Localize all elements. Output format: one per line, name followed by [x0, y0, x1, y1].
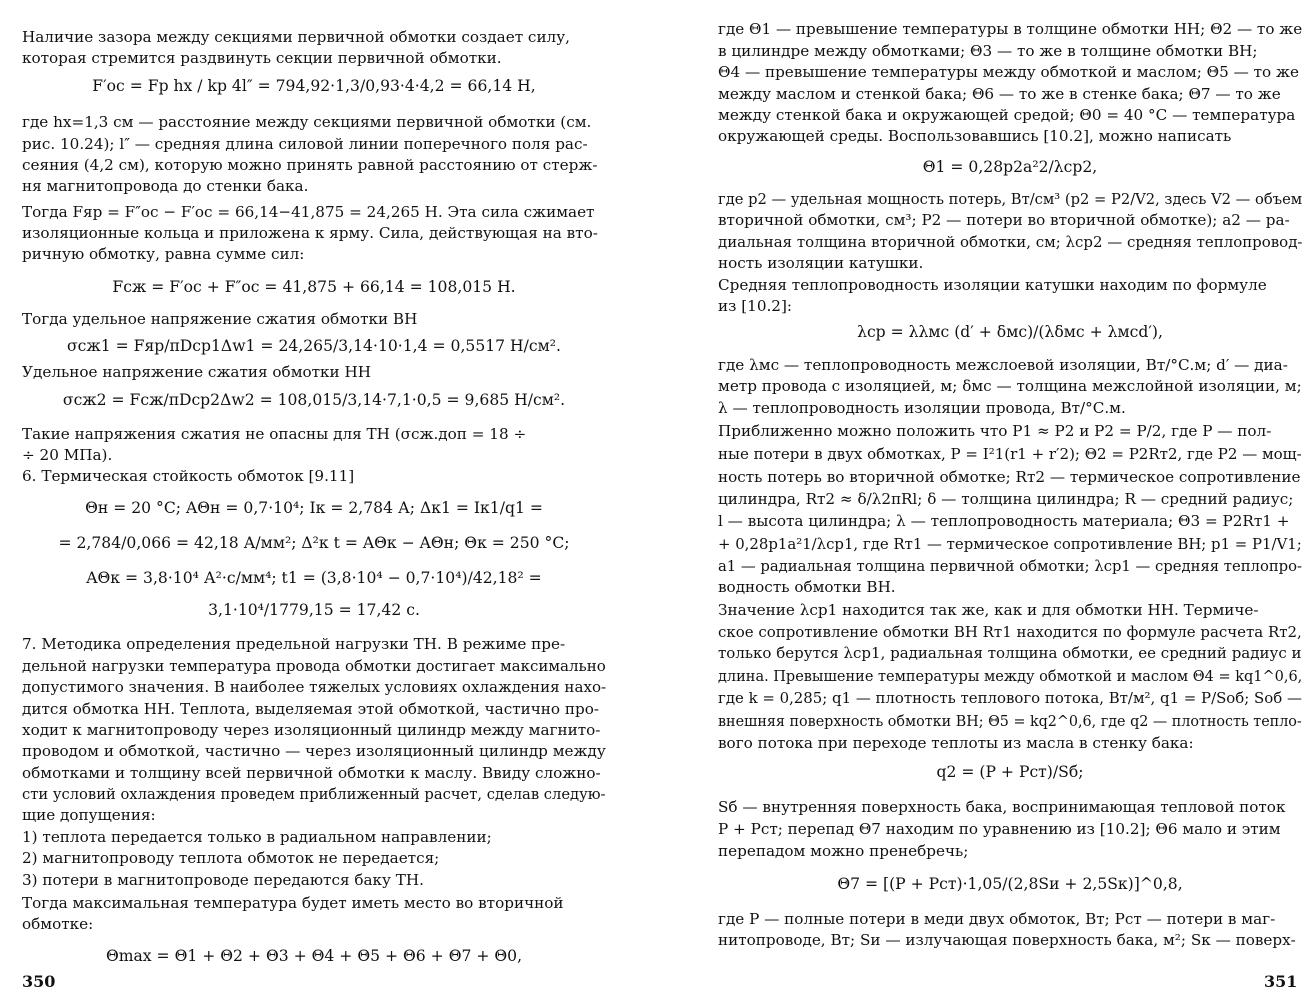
text-line: Такие напряжения сжатия не опасны для ТН (σсж.доп = 18 ÷ [22, 425, 527, 443]
text-line: 2) магнитопроводу теплота обмоток не передается; [22, 849, 440, 867]
formula-line: AΘк = 3,8·10⁴ А²·с/мм⁴; t1 = (3,8·10⁴ − 0,7·10⁴)/42,18² = [86, 569, 542, 587]
formula-line: q2 = (P + Pст)/Sб; [936, 763, 1084, 781]
text-line: обмотке: [22, 915, 94, 933]
page-number-right: 351 [1264, 972, 1298, 991]
text-line: цилиндра, Rт2 ≈ δ/λ2πRl; δ — толщина цилиндра; R — средний радиус; [718, 490, 1294, 508]
formula-line: = 2,784/0,066 = 42,18 А/мм²; Δ²к t = AΘк − AΘн; Θк = 250 °С; [58, 534, 570, 552]
text-line: Sб — внутренняя поверхность бака, воспринимающая тепловой поток [718, 798, 1286, 816]
text-line: 6. Термическая стойкость обмоток [9.11] [22, 467, 355, 485]
text-line: ское сопротивление обмотки ВН Rт1 находится по формуле расчета Rт2, [718, 623, 1302, 641]
text-line: ность потерь во вторичной обмотке; Rт2 — термическое сопротивление [718, 468, 1301, 486]
formula-line: Θ7 = [(P + Pст)·1,05/(2,8Sи + 2,5Sк)]^0,8, [837, 875, 1183, 893]
text-line: где λмс — теплопроводность межслоевой изоляции, Вт/°С.м; d′ — диа- [718, 356, 1288, 374]
text-line: сеяния (4,2 см), которую можно принять равной расстоянию от стерж- [22, 156, 598, 174]
text-line: допустимого значения. В наиболее тяжелых условиях охлаждения нахо- [22, 678, 607, 696]
text-line: a1 — радиальная толщина первичной обмотки; λср1 — средняя теплопро- [718, 557, 1303, 575]
formula-line: Θmax = Θ1 + Θ2 + Θ3 + Θ4 + Θ5 + Θ6 + Θ7 + Θ0, [105, 947, 523, 965]
text-line: Θ4 — превышение температуры между обмоткой и маслом; Θ5 — то же [718, 63, 1299, 81]
text-line: диальная толщина вторичной обмотки, см; λср2 — средняя теплопровод- [718, 233, 1303, 251]
text-line: внешняя поверхность обмотки ВН; Θ5 = kq2^0,6, где q2 — плотность тепло- [718, 712, 1302, 730]
formula-line: Θн = 20 °С; AΘн = 0,7·10⁴; Iк = 2,784 А; Δк1 = Iк1/q1 = [85, 499, 543, 517]
text-line: дельной нагрузки температура провода обмотки достигает максимально [22, 657, 606, 675]
text-line: между стенкой бака и окружающей средой; Θ0 = 40 °С — температура [718, 106, 1296, 124]
text-line: перепадом можно пренебречь; [718, 842, 969, 860]
text-line: где k = 0,285; q1 — плотность теплового потока, Вт/м², q1 = P/Sоб; Sоб — [718, 689, 1302, 707]
text-line: ность изоляции катушки. [718, 254, 924, 272]
text-line: Значение λср1 находится так же, как и для обмотки НН. Термиче- [718, 601, 1259, 619]
text-line: Тогда Fяр = F″ос − F′ос = 66,14−41,875 = 24,265 Н. Эта сила сжимает [22, 203, 595, 221]
formula-line: λср = λλмс (d′ + δмс)/(λδмс + λмсd′), [857, 323, 1163, 341]
text-line: Средняя теплопроводность изоляции катушки находим по формуле [718, 276, 1267, 294]
text-line: обмотками и толщину всей первичной обмотки к маслу. Ввиду сложно- [22, 764, 601, 782]
text-line: которая стремится раздвинуть секции первичной обмотки. [22, 49, 502, 67]
text-line: + 0,28p1a²1/λср1, где Rт1 — термическое сопротивление ВН; p1 = P1/V1; [718, 535, 1302, 553]
text-line: длина. Превышение температуры между обмоткой и маслом Θ4 = kq1^0,6, [718, 667, 1303, 685]
text-line: 3) потери в магнитопроводе передаются баку ТН. [22, 871, 425, 889]
text-line: ные потери в двух обмотках, P = I²1(r1 + r′2); Θ2 = P2Rт2, где P2 — мощ- [718, 445, 1302, 463]
text-line: вого потока при переходе теплоты из масла в стенку бака: [718, 734, 1194, 752]
text-line: проводом и обмоткой, частично — через изоляционный цилиндр между [22, 742, 606, 760]
formula-line: σсж2 = Fсж/πDср2Δw2 = 108,015/3,14·7,1·0,5 = 9,685 Н/см². [62, 391, 566, 409]
text-line: ричную обмотку, равна сумме сил: [22, 245, 305, 263]
text-line: l — высота цилиндра; λ — теплопроводность материала; Θ3 = P2Rт1 + [718, 512, 1290, 530]
right-page [690, 0, 1312, 1001]
left-page [0, 0, 630, 1001]
text-line: ходит к магнитопроводу через изоляционный цилиндр между магнито- [22, 721, 601, 739]
formula-line: Θ1 = 0,28p2a²2/λср2, [922, 158, 1098, 176]
formula-line: F′ос = Fр hx / kр 4l″ = 794,92·1,3/0,93·4·4,2 = 66,14 Н, [92, 77, 536, 95]
text-line: где hx=1,3 см — расстояние между секциями первичной обмотки (см. [22, 113, 592, 131]
text-line: P + Pст; перепад Θ7 находим по уравнению из [10.2]; Θ6 мало и этим [718, 820, 1281, 838]
text-line: где P — полные потери в меди двух обмоток, Вт; Pст — потери в маг- [718, 910, 1276, 928]
text-line: 1) теплота передается только в радиальном направлении; [22, 828, 492, 846]
text-line: рис. 10.24); l″ — средняя длина силовой линии поперечного поля рас- [22, 135, 588, 153]
text-line: 7. Методика определения предельной нагрузки ТН. В режиме пре- [22, 635, 566, 653]
text-line: сти условий охлаждения проведем приближенный расчет, сделав следую- [22, 785, 606, 803]
page-number-left: 350 [22, 972, 56, 991]
formula-line: σсж1 = Fяр/πDср1Δw1 = 24,265/3,14·10·1,4 = 0,5517 Н/см². [67, 337, 561, 355]
text-line: в цилиндре между обмотками; Θ3 — то же в толщине обмотки ВН; [718, 42, 1258, 60]
text-line: только берутся λср1, радиальная толщина обмотки, ее средний радиус и [718, 644, 1302, 662]
text-line: из [10.2]: [718, 297, 793, 315]
formula-line: 3,1·10⁴/1779,15 = 17,42 с. [208, 601, 420, 619]
text-line: где Θ1 — превышение температуры в толщине обмотки НН; Θ2 — то же [718, 20, 1303, 38]
text-line: Удельное напряжение сжатия обмотки НН [22, 363, 371, 381]
text-line: вторичной обмотки, см³; P2 — потери во вторичной обмотке); a2 — ра- [718, 211, 1290, 229]
text-line: водность обмотки ВН. [718, 578, 896, 596]
text-line: окружающей среды. Воспользовавшись [10.2], можно написать [718, 127, 1232, 145]
text-line: щие допущения: [22, 806, 156, 824]
text-line: дится обмотка НН. Теплота, выделяемая этой обмоткой, частично про- [22, 700, 600, 718]
formula-line: Fсж = F′ос + F″ос = 41,875 + 66,14 = 108,015 Н. [112, 278, 516, 296]
text-line: λ — теплопроводность изоляции провода, Вт/°С.м. [718, 399, 1126, 417]
text-line: ня магнитопровода до стенки бака. [22, 177, 309, 195]
text-line: между маслом и стенкой бака; Θ6 — то же в стенке бака; Θ7 — то же [718, 85, 1281, 103]
text-line: Приближенно можно положить что P1 ≈ P2 и P2 = P/2, где P — пол- [718, 422, 1272, 440]
text-line: ÷ 20 МПа). [22, 446, 113, 464]
text-line: изоляционные кольца и приложена к ярму. Сила, действующая на вто- [22, 224, 598, 242]
text-line: Тогда удельное напряжение сжатия обмотки ВН [22, 310, 418, 328]
text-line: где p2 — удельная мощность потерь, Вт/см³ (p2 = P2/V2, здесь V2 — объем [718, 190, 1303, 208]
text-line: Наличие зазора между секциями первичной обмотки создает силу, [22, 28, 570, 46]
text-line: Тогда максимальная температура будет иметь место во вторичной [22, 894, 564, 912]
text-line: нитопроводе, Вт; Sи — излучающая поверхность бака, м²; Sк — поверх- [718, 931, 1296, 949]
text-line: метр провода с изоляцией, м; δмс — толщина межслойной изоляции, м; [718, 377, 1302, 395]
